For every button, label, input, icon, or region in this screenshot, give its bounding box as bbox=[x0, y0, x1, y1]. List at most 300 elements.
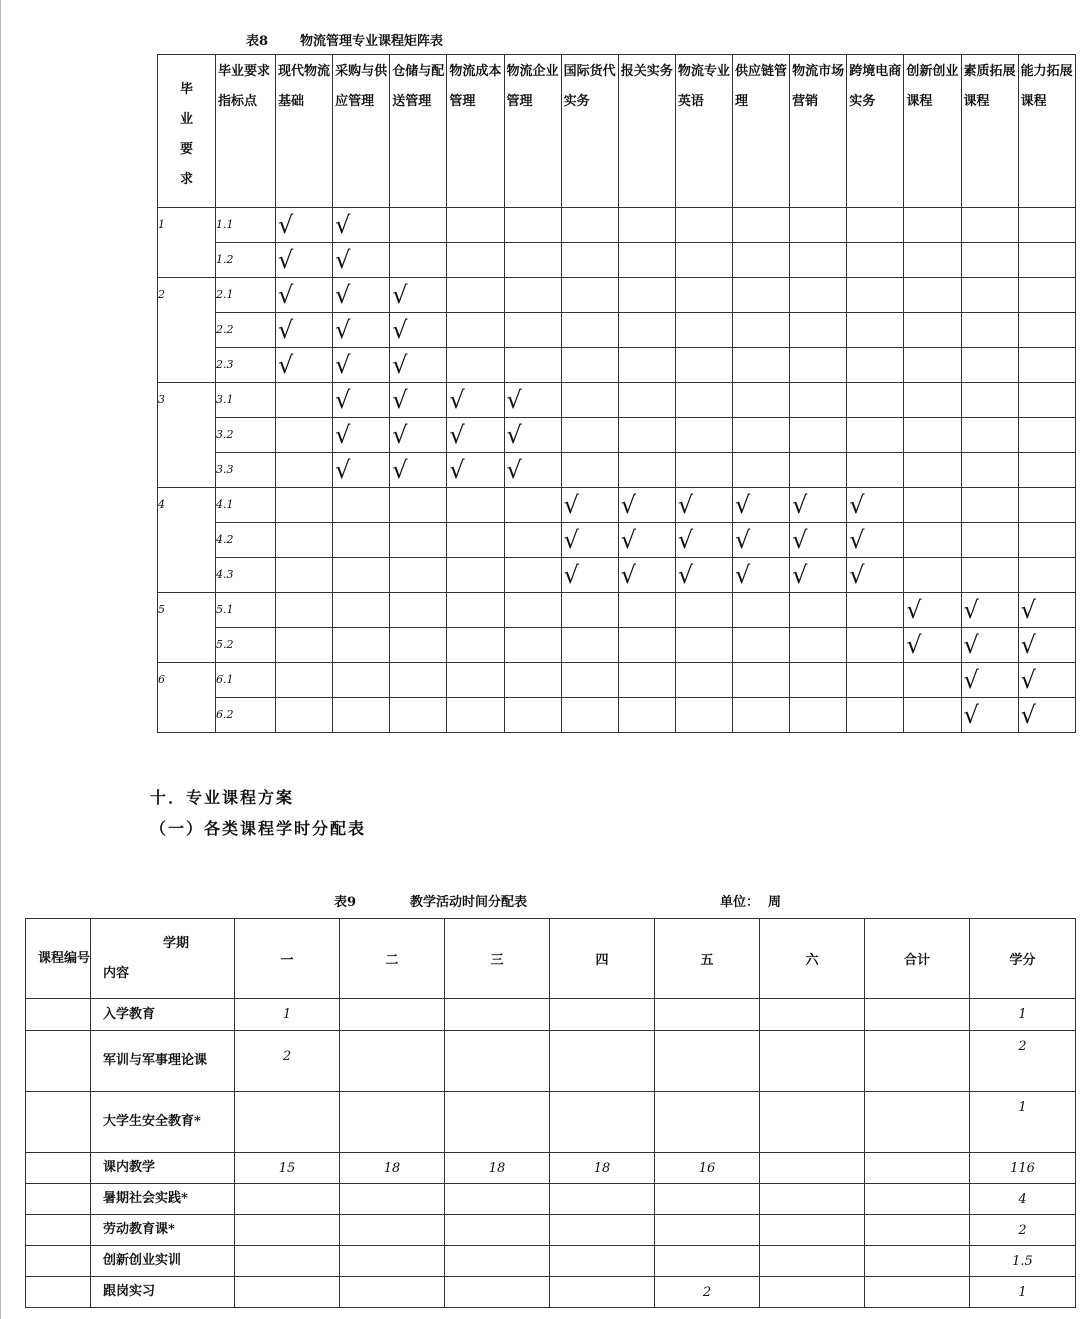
table-row bbox=[158, 698, 1076, 733]
check-mark-icon: √ bbox=[677, 561, 694, 589]
matrix-cell bbox=[790, 628, 847, 663]
matrix-cell bbox=[1018, 418, 1075, 453]
matrix-cell bbox=[675, 453, 732, 488]
matrix-cell bbox=[333, 453, 390, 488]
matrix-cell bbox=[961, 523, 1018, 558]
matrix-cell bbox=[618, 488, 675, 523]
matrix-cell bbox=[675, 698, 732, 733]
header-term-col: 一 bbox=[235, 919, 340, 999]
value-cell: 16 bbox=[655, 1153, 760, 1184]
matrix-cell bbox=[561, 208, 618, 243]
matrix-cell bbox=[961, 383, 1018, 418]
matrix-cell bbox=[904, 313, 961, 348]
check-mark-icon: √ bbox=[335, 281, 351, 309]
matrix-cell bbox=[390, 383, 447, 418]
header-course: 物流市场营销 bbox=[790, 55, 847, 208]
matrix-cell bbox=[390, 313, 447, 348]
matrix-cell bbox=[333, 523, 390, 558]
table-row bbox=[26, 999, 1076, 1031]
check-mark-icon: √ bbox=[278, 351, 294, 379]
matrix-cell bbox=[618, 278, 675, 313]
matrix-cell bbox=[961, 558, 1018, 593]
value-cell bbox=[445, 1184, 550, 1215]
matrix-cell bbox=[276, 628, 333, 663]
value-cell bbox=[655, 1246, 760, 1277]
header-row bbox=[158, 55, 1076, 208]
value-cell bbox=[865, 1092, 970, 1153]
header-requirement bbox=[158, 55, 216, 208]
matrix-cell bbox=[333, 698, 390, 733]
matrix-cell bbox=[618, 593, 675, 628]
value-cell bbox=[760, 1184, 865, 1215]
matrix-cell bbox=[447, 558, 504, 593]
table-row bbox=[158, 383, 1076, 418]
value-cell bbox=[655, 1215, 760, 1246]
matrix-cell bbox=[790, 698, 847, 733]
value-cell bbox=[340, 1215, 445, 1246]
matrix-cell bbox=[847, 663, 904, 698]
matrix-cell bbox=[675, 243, 732, 278]
value-cell bbox=[760, 1153, 865, 1184]
index-cell: 1.1 bbox=[216, 208, 276, 243]
matrix-cell bbox=[618, 348, 675, 383]
matrix-cell bbox=[447, 628, 504, 663]
matrix-cell bbox=[790, 278, 847, 313]
value-cell bbox=[655, 1184, 760, 1215]
check-mark-icon: √ bbox=[506, 456, 522, 484]
matrix-cell bbox=[904, 628, 961, 663]
matrix-cell bbox=[276, 418, 333, 453]
check-mark-icon: √ bbox=[392, 386, 408, 414]
table-row bbox=[26, 1092, 1076, 1153]
check-mark-icon: √ bbox=[335, 351, 351, 379]
matrix-cell bbox=[733, 208, 790, 243]
header-course-code: 课程编号 bbox=[26, 919, 91, 999]
check-mark-icon: √ bbox=[792, 491, 808, 519]
matrix-cell bbox=[733, 243, 790, 278]
matrix-cell bbox=[504, 208, 561, 243]
matrix-cell bbox=[904, 698, 961, 733]
course-code-cell bbox=[26, 1184, 91, 1215]
value-cell: 1 bbox=[235, 999, 340, 1031]
course-code-cell bbox=[26, 1153, 91, 1184]
check-mark-icon: √ bbox=[449, 386, 465, 414]
content-cell: 跟岗实习 bbox=[91, 1277, 235, 1308]
index-cell: 6.1 bbox=[216, 663, 276, 698]
value-cell bbox=[760, 1092, 865, 1153]
matrix-cell bbox=[904, 663, 961, 698]
value-cell bbox=[235, 1215, 340, 1246]
matrix-cell bbox=[790, 313, 847, 348]
matrix-cell bbox=[961, 208, 1018, 243]
matrix-cell bbox=[733, 558, 790, 593]
matrix-cell bbox=[733, 348, 790, 383]
matrix-cell bbox=[961, 593, 1018, 628]
table9-caption-number: 表9 bbox=[334, 895, 357, 910]
matrix-cell bbox=[618, 663, 675, 698]
matrix-cell bbox=[1018, 663, 1075, 698]
matrix-cell bbox=[675, 593, 732, 628]
check-mark-icon: √ bbox=[1020, 666, 1036, 694]
value-cell bbox=[760, 1031, 865, 1092]
course-code-cell bbox=[26, 1246, 91, 1277]
requirement-cell: 3 bbox=[158, 383, 216, 488]
matrix-cell bbox=[504, 663, 561, 698]
check-mark-icon: √ bbox=[963, 701, 979, 729]
course-code-cell bbox=[26, 1031, 91, 1092]
matrix-cell bbox=[561, 558, 618, 593]
matrix-cell bbox=[276, 383, 333, 418]
table-row bbox=[158, 453, 1076, 488]
matrix-cell bbox=[504, 628, 561, 663]
table-row bbox=[26, 1153, 1076, 1184]
matrix-cell bbox=[390, 523, 447, 558]
matrix-cell bbox=[733, 278, 790, 313]
value-cell: 18 bbox=[445, 1153, 550, 1184]
matrix-cell bbox=[847, 558, 904, 593]
matrix-cell bbox=[733, 698, 790, 733]
matrix-cell bbox=[447, 488, 504, 523]
table9-caption-title: 教学活动时间分配表 bbox=[410, 895, 528, 910]
matrix-cell bbox=[447, 383, 504, 418]
value-cell: 1 bbox=[970, 1092, 1076, 1153]
matrix-cell bbox=[1018, 313, 1075, 348]
matrix-cell bbox=[390, 208, 447, 243]
section-heading: 十．专业课程方案 bbox=[150, 788, 295, 807]
matrix-cell bbox=[390, 698, 447, 733]
table-row bbox=[26, 1215, 1076, 1246]
matrix-cell bbox=[1018, 383, 1075, 418]
matrix-cell bbox=[618, 383, 675, 418]
value-cell bbox=[445, 1277, 550, 1308]
header-course: 供应链管理 bbox=[733, 55, 790, 208]
requirement-cell: 5 bbox=[158, 593, 216, 663]
header-course: 物流企业管理 bbox=[504, 55, 561, 208]
value-cell: 116 bbox=[970, 1153, 1076, 1184]
index-cell: 3.2 bbox=[216, 418, 276, 453]
matrix-cell bbox=[390, 663, 447, 698]
value-cell bbox=[550, 1277, 655, 1308]
matrix-cell bbox=[561, 243, 618, 278]
matrix-cell bbox=[904, 453, 961, 488]
matrix-cell bbox=[504, 558, 561, 593]
course-code-cell bbox=[26, 1092, 91, 1153]
matrix-cell bbox=[904, 278, 961, 313]
matrix-cell bbox=[847, 383, 904, 418]
matrix-cell bbox=[561, 348, 618, 383]
matrix-cell bbox=[276, 558, 333, 593]
matrix-cell bbox=[675, 628, 732, 663]
table-row bbox=[158, 278, 1076, 313]
matrix-cell bbox=[561, 383, 618, 418]
matrix-cell bbox=[1018, 628, 1075, 663]
matrix-cell bbox=[733, 628, 790, 663]
matrix-cell bbox=[618, 453, 675, 488]
index-cell: 2.2 bbox=[216, 313, 276, 348]
check-mark-icon: √ bbox=[677, 491, 694, 519]
table-row bbox=[158, 523, 1076, 558]
matrix-cell bbox=[904, 348, 961, 383]
matrix-cell bbox=[733, 453, 790, 488]
value-cell bbox=[550, 1092, 655, 1153]
matrix-cell bbox=[961, 418, 1018, 453]
check-mark-icon: √ bbox=[563, 561, 579, 589]
page-edge bbox=[0, 0, 1, 1319]
matrix-cell bbox=[904, 558, 961, 593]
table-row bbox=[26, 1277, 1076, 1308]
value-cell bbox=[550, 1246, 655, 1277]
matrix-cell bbox=[447, 313, 504, 348]
matrix-cell bbox=[904, 523, 961, 558]
header-term-col: 三 bbox=[445, 919, 550, 999]
content-cell: 暑期社会实践* bbox=[91, 1184, 235, 1215]
check-mark-icon: √ bbox=[963, 596, 979, 624]
check-mark-icon: √ bbox=[735, 561, 751, 589]
matrix-cell bbox=[790, 348, 847, 383]
matrix-cell bbox=[961, 663, 1018, 698]
matrix-cell bbox=[447, 418, 504, 453]
matrix-cell bbox=[790, 418, 847, 453]
value-cell: 18 bbox=[340, 1153, 445, 1184]
value-cell bbox=[445, 999, 550, 1031]
matrix-cell bbox=[675, 383, 732, 418]
content-cell: 军训与军事理论课 bbox=[91, 1031, 235, 1092]
matrix-cell bbox=[675, 523, 732, 558]
matrix-cell bbox=[847, 593, 904, 628]
matrix-cell bbox=[847, 208, 904, 243]
matrix-cell bbox=[790, 663, 847, 698]
value-cell bbox=[655, 999, 760, 1031]
value-cell bbox=[550, 1184, 655, 1215]
matrix-cell bbox=[1018, 698, 1075, 733]
matrix-cell bbox=[561, 488, 618, 523]
header-course: 素质拓展课程 bbox=[961, 55, 1018, 208]
check-mark-icon: √ bbox=[849, 491, 865, 519]
matrix-cell bbox=[447, 208, 504, 243]
matrix-cell bbox=[504, 278, 561, 313]
value-cell bbox=[550, 999, 655, 1031]
matrix-cell bbox=[904, 383, 961, 418]
check-mark-icon: √ bbox=[1020, 596, 1036, 624]
check-mark-icon: √ bbox=[335, 386, 351, 414]
value-cell bbox=[865, 1215, 970, 1246]
matrix-cell bbox=[561, 628, 618, 663]
value-cell bbox=[235, 1184, 340, 1215]
subsection-heading: （一）各类课程学时分配表 bbox=[150, 819, 367, 838]
header-term-col: 六 bbox=[760, 919, 865, 999]
matrix-cell bbox=[333, 278, 390, 313]
index-cell: 2.1 bbox=[216, 278, 276, 313]
value-cell bbox=[760, 1215, 865, 1246]
matrix-cell bbox=[847, 453, 904, 488]
matrix-cell bbox=[618, 523, 675, 558]
header-index: 毕业要求指标点 bbox=[216, 55, 276, 208]
check-mark-icon: √ bbox=[792, 526, 808, 554]
matrix-cell bbox=[733, 663, 790, 698]
matrix-cell bbox=[675, 348, 732, 383]
value-cell: 1 bbox=[970, 999, 1076, 1031]
matrix-cell bbox=[561, 278, 618, 313]
matrix-cell bbox=[790, 558, 847, 593]
check-mark-icon: √ bbox=[392, 456, 408, 484]
check-mark-icon: √ bbox=[449, 421, 465, 449]
matrix-cell bbox=[961, 488, 1018, 523]
matrix-cell bbox=[333, 313, 390, 348]
index-cell: 4.3 bbox=[216, 558, 276, 593]
check-mark-icon: √ bbox=[506, 421, 522, 449]
check-mark-icon: √ bbox=[963, 666, 979, 694]
matrix-cell bbox=[333, 383, 390, 418]
teaching-time-table bbox=[25, 918, 1076, 1308]
check-mark-icon: √ bbox=[506, 386, 522, 414]
header-course: 报关实务 bbox=[618, 55, 675, 208]
matrix-cell bbox=[790, 453, 847, 488]
matrix-cell bbox=[333, 348, 390, 383]
matrix-cell bbox=[561, 663, 618, 698]
matrix-cell bbox=[675, 418, 732, 453]
check-mark-icon: √ bbox=[963, 631, 979, 659]
header-course: 跨境电商实务 bbox=[847, 55, 904, 208]
value-cell bbox=[655, 1031, 760, 1092]
matrix-cell bbox=[504, 593, 561, 628]
matrix-cell bbox=[504, 313, 561, 348]
table-row bbox=[158, 208, 1076, 243]
table-row bbox=[158, 243, 1076, 278]
matrix-cell bbox=[447, 523, 504, 558]
matrix-cell bbox=[333, 208, 390, 243]
matrix-cell bbox=[390, 593, 447, 628]
matrix-cell bbox=[333, 593, 390, 628]
matrix-cell bbox=[961, 278, 1018, 313]
matrix-cell bbox=[504, 348, 561, 383]
table-row bbox=[158, 663, 1076, 698]
value-cell: 1.5 bbox=[970, 1246, 1076, 1277]
value-cell bbox=[865, 1184, 970, 1215]
matrix-cell bbox=[790, 383, 847, 418]
matrix-cell bbox=[276, 348, 333, 383]
matrix-cell bbox=[733, 593, 790, 628]
check-mark-icon: √ bbox=[392, 316, 408, 344]
matrix-cell bbox=[790, 243, 847, 278]
value-cell bbox=[340, 999, 445, 1031]
value-cell bbox=[550, 1215, 655, 1246]
matrix-cell bbox=[847, 278, 904, 313]
matrix-cell bbox=[790, 593, 847, 628]
header-course: 现代物流基础 bbox=[276, 55, 333, 208]
table-row bbox=[158, 593, 1076, 628]
header-course: 国际货代实务 bbox=[561, 55, 618, 208]
header-content: 内容 bbox=[103, 965, 130, 981]
index-cell: 4.2 bbox=[216, 523, 276, 558]
check-mark-icon: √ bbox=[1020, 701, 1036, 729]
matrix-cell bbox=[675, 663, 732, 698]
matrix-cell bbox=[276, 488, 333, 523]
value-cell bbox=[445, 1092, 550, 1153]
check-mark-icon: √ bbox=[620, 526, 637, 554]
value-cell bbox=[445, 1031, 550, 1092]
check-mark-icon: √ bbox=[335, 246, 351, 274]
matrix-cell bbox=[618, 558, 675, 593]
requirement-cell: 6 bbox=[158, 663, 216, 733]
matrix-cell bbox=[1018, 488, 1075, 523]
value-cell bbox=[760, 999, 865, 1031]
check-mark-icon: √ bbox=[620, 491, 637, 519]
matrix-cell bbox=[904, 208, 961, 243]
table-row bbox=[26, 1031, 1076, 1092]
table9-unit: 单位： 周 bbox=[720, 895, 782, 910]
matrix-cell bbox=[790, 488, 847, 523]
value-cell bbox=[235, 1092, 340, 1153]
check-mark-icon: √ bbox=[849, 561, 865, 589]
matrix-cell bbox=[733, 418, 790, 453]
header-term-col: 五 bbox=[655, 919, 760, 999]
value-cell bbox=[865, 1031, 970, 1092]
matrix-cell bbox=[961, 313, 1018, 348]
header-course: 采购与供应管理 bbox=[333, 55, 390, 208]
matrix-cell bbox=[561, 453, 618, 488]
matrix-cell bbox=[904, 418, 961, 453]
value-cell bbox=[865, 999, 970, 1031]
value-cell bbox=[760, 1277, 865, 1308]
value-cell bbox=[340, 1246, 445, 1277]
value-cell bbox=[760, 1246, 865, 1277]
check-mark-icon: √ bbox=[677, 526, 694, 554]
matrix-cell bbox=[504, 383, 561, 418]
matrix-cell bbox=[276, 523, 333, 558]
content-cell: 大学生安全教育* bbox=[91, 1092, 235, 1153]
content-cell: 创新创业实训 bbox=[91, 1246, 235, 1277]
matrix-cell bbox=[904, 243, 961, 278]
value-cell bbox=[340, 1031, 445, 1092]
value-cell: 1 bbox=[970, 1277, 1076, 1308]
check-mark-icon: √ bbox=[563, 526, 579, 554]
header-course: 物流成本管理 bbox=[447, 55, 504, 208]
matrix-cell bbox=[333, 558, 390, 593]
value-cell bbox=[550, 1031, 655, 1092]
matrix-cell bbox=[390, 243, 447, 278]
course-matrix-table bbox=[157, 54, 1076, 733]
check-mark-icon: √ bbox=[278, 281, 294, 309]
matrix-cell bbox=[390, 278, 447, 313]
matrix-cell bbox=[447, 243, 504, 278]
course-code-cell bbox=[26, 999, 91, 1031]
matrix-cell bbox=[1018, 243, 1075, 278]
matrix-cell bbox=[847, 628, 904, 663]
matrix-cell bbox=[447, 278, 504, 313]
header-row bbox=[26, 919, 1076, 999]
header-term-col: 二 bbox=[340, 919, 445, 999]
value-cell: 2 bbox=[970, 1215, 1076, 1246]
matrix-cell bbox=[847, 523, 904, 558]
value-cell bbox=[235, 1246, 340, 1277]
table-row bbox=[158, 418, 1076, 453]
value-cell bbox=[445, 1215, 550, 1246]
matrix-cell bbox=[504, 453, 561, 488]
matrix-cell bbox=[1018, 208, 1075, 243]
matrix-cell bbox=[618, 243, 675, 278]
table-row bbox=[158, 488, 1076, 523]
matrix-cell bbox=[276, 313, 333, 348]
matrix-cell bbox=[1018, 558, 1075, 593]
check-mark-icon: √ bbox=[735, 491, 751, 519]
matrix-cell bbox=[390, 488, 447, 523]
check-mark-icon: √ bbox=[392, 281, 408, 309]
matrix-cell bbox=[733, 523, 790, 558]
table-row bbox=[158, 628, 1076, 663]
matrix-cell bbox=[333, 488, 390, 523]
content-cell: 入学教育 bbox=[91, 999, 235, 1031]
course-code-cell bbox=[26, 1215, 91, 1246]
